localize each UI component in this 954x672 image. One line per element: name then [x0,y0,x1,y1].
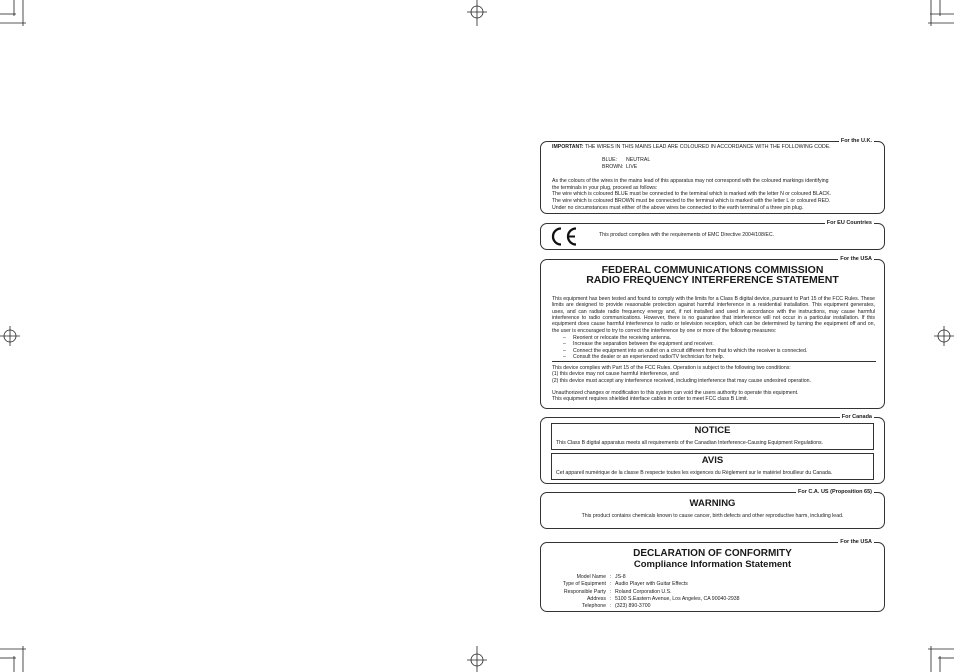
doc-value: Audio Player with Guitar Effects [615,581,688,588]
uk-line: As the colours of the wires in the mains lead of this apparatus may not correspond with the coloured markings identifying [552,178,829,184]
fcc-section [540,256,885,409]
doc-row [541,574,740,581]
canada-tag: For Canada [841,414,872,420]
canada-section [540,414,885,484]
doc-row [541,589,740,596]
fcc-measures-list [563,335,807,360]
wire-color: BLUE: [602,157,617,163]
bullet: – [563,347,566,354]
fcc-title-1: FEDERAL COMMUNICATIONS COMMISSION [601,264,824,276]
doc-label: Telephone [582,603,606,610]
uk-important [552,144,831,151]
measure-text: Reorient or relocate the receiving antenna. [573,335,672,341]
wire-color: BROWN: [602,164,624,170]
doc-row [541,603,740,610]
bullet: – [563,335,566,341]
doc-title: DECLARATION OF CONFORMITY [633,548,792,559]
bullet: – [563,341,566,348]
doc-info-table [541,574,740,610]
doc-colon: : [609,581,612,588]
measure-text: Increase the separation between the equipment and receiver. [573,341,714,348]
doc-colon: : [609,595,612,602]
fcc-paragraph: This equipment has been tested and found to comply with the limits for a Class B digital device, pursuant to Part 15 of the FCC Rules. These limits are designed to provide reasonable protection against harmful interference in a residential installation. This equipment generates, uses, and can radiate radio frequency energy and, if not installed and used in accordance with the instructions, may cause harmful interference to radio communications. However, there is no guarantee that interference will not occur in a particular installation. If this equipment does cause harmful interference to radio or television reception, which can be determined by turning the equipment off and on, the user is encouraged to try to correct the interference by one or more of the following measures: [552,296,875,334]
avis-title: AVIS [701,455,724,466]
part15-line: (1) this device may not cause harmful interference, and [552,371,679,378]
doc-label: Address [586,595,606,602]
measure-text: Consult the dealer or an experienced radio/TV technician for help. [573,354,725,361]
fcc-part15 [552,365,811,384]
warning-text: This product contains chemicals known to cause cancer, birth defects and other reproductive harm, including lead. [581,513,844,519]
doc-colon: : [609,574,612,580]
doc-value: (323) 890-3700 [615,603,651,610]
important-text: THE WIRES IN THIS MAINS LEAD ARE COLOURED IN ACCORDANCE WITH THE FOLLOWING CODE. [583,144,831,150]
doc-value: Roland Corporation U.S. [615,588,672,595]
wire-row [602,164,650,171]
eu-tag: For EU Countries [826,220,872,226]
uk-tag: For the U.K. [840,138,872,144]
eu-section [540,220,885,250]
doc-tag: For the USA [840,539,872,545]
uk-line: The wire which is coloured BLUE must be connected to the terminal which is marked with the letter N or coloured BLACK. [552,191,832,198]
wire-meaning: LIVE [626,164,638,170]
fcc-divider [552,361,876,362]
uk-section [540,138,885,214]
notice-box [551,423,874,450]
wire-row [602,157,650,164]
doc-value: JS-8 [615,574,626,580]
part15-line: (2) this device must accept any interference received, including interference that may cause undesired operation. [552,377,811,384]
part15-line: This device complies with Part 15 of the FCC Rules. Operation is subject to the following two conditions: [552,365,791,371]
warning-title: WARNING [689,498,736,509]
uk-line: The wire which is coloured BROWN must be connected to the terminal which is marked with the letter L or coloured RED. [552,198,831,205]
important-label: IMPORTANT: [552,144,584,150]
uk-line: Under no circumstances must either of the above wires be connected to the earth terminal of a three pin plug. [552,204,804,211]
fcc-unauthorized [552,390,799,403]
wire-meaning: NEUTRAL [626,157,651,163]
uk-line: the terminals in your plug, proceed as follows: [552,184,658,191]
list-item [563,354,807,360]
avis-box [551,453,874,480]
doc-row [541,581,740,588]
eu-text: This product complies with the requirements of EMC Directive 2004/108/EC. [599,232,775,238]
bullet: – [563,354,566,361]
notice-title: NOTICE [694,425,731,436]
doc-label: Type of Equipment [562,581,606,588]
doc-subtitle: Compliance Information Statement [633,559,792,570]
doc-colon: : [609,588,612,595]
ce-mark-icon [547,226,579,252]
uk-paragraph [552,178,831,212]
doc-label: Model Name [576,574,606,580]
notice-text: This Class B digital apparatus meets all requirements of the Canadian Interference-Causing Equipment Regulations. [556,440,824,446]
doc-row [541,596,740,603]
doc-section [540,539,885,612]
unauthorized-line: This equipment requires shielded interface cables in order to meet FCC class B Limit. [552,396,749,403]
fcc-title-2: RADIO FREQUENCY INTERFERENCE STATEMENT [586,274,839,286]
wire-code-table [602,157,650,171]
measure-text: Connect the equipment into an outlet on a circuit different from that to which the receiver is connected. [573,347,808,354]
prop65-section [540,489,885,529]
doc-value: 5100 S.Eastern Avenue, Los Angeles, CA 90040-2938 [615,595,740,602]
prop65-tag: For C.A. US (Proposition 65) [798,489,872,495]
unauthorized-line: Unauthorized changes or modification to this system can void the users authority to operate this equipment. [552,390,799,396]
fcc-tag: For the USA [840,256,872,262]
doc-colon: : [609,603,612,610]
doc-label: Responsible Party [563,588,606,595]
avis-text: Cet appareil numérique de la classe B respecte toutes les exigences du Règlement sur le matériel brouilleur du Canada. [556,470,833,476]
